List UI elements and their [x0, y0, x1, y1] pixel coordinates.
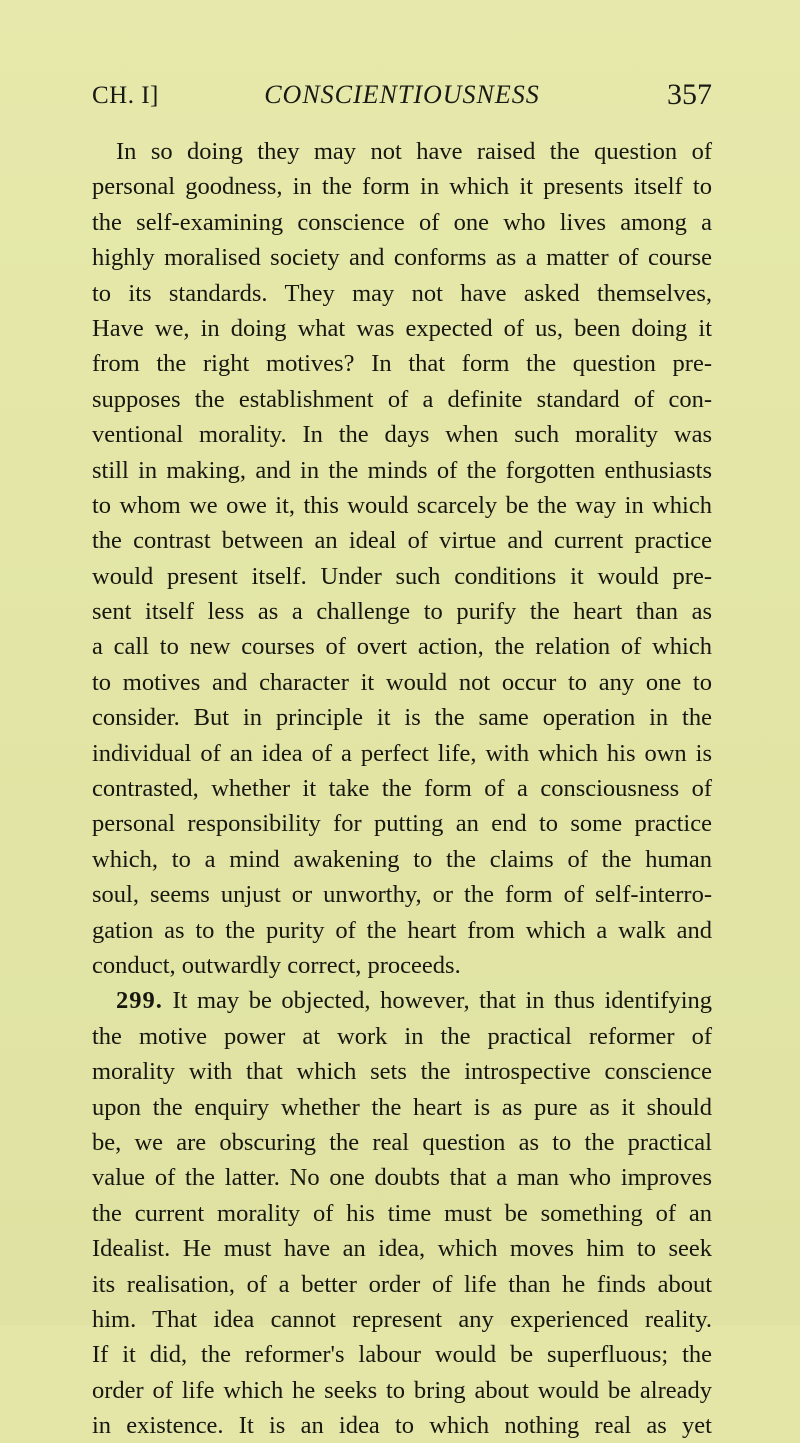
text-line: individual of an idea of a perfect life, with which his own is [92, 739, 712, 767]
text-line: the self-examining conscience of one who lives among a [92, 208, 712, 236]
text-line: a call to new courses of overt action, the relation of which [92, 633, 712, 661]
text-line: would present itself. Under such conditions it would pre- [92, 562, 712, 590]
text-line: morality with that which sets the introspective conscience [92, 1058, 712, 1086]
text-line: in existence. It is an idea to which nothing real as yet [92, 1412, 712, 1440]
text-line: gation as to the purity of the heart from which a walk and [92, 916, 712, 944]
text-line: the current morality of his time must be something of an [92, 1199, 712, 1227]
text-line: to whom we owe it, this would scarcely be the way in which [92, 491, 712, 519]
text-line: Idealist. He must have an idea, which moves him to seek [92, 1235, 712, 1263]
text-line: supposes the establishment of a definite standard of con- [92, 385, 712, 413]
text-line: In so doing they may not have raised the question of [116, 138, 712, 165]
text-line: sent itself less as a challenge to purify the heart than as [92, 598, 712, 626]
section-number: 299. [116, 987, 163, 1015]
text-line: still in making, and in the minds of the forgotten enthusiasts [92, 456, 712, 484]
section-first-line [92, 983, 712, 1018]
text-line: be, we are obscuring the real question as to the practical [92, 1128, 712, 1156]
text-line: order of life which he seeks to bring about would be already [92, 1376, 712, 1404]
text-line: its realisation, of a better order of life than he finds about [92, 1270, 712, 1298]
text-line: upon the enquiry whether the heart is as pure as it should [92, 1093, 712, 1121]
text-line: contrasted, whether it take the form of a consciousness of [92, 775, 712, 803]
page-number: 357 [667, 78, 712, 111]
running-head [92, 78, 712, 118]
text-line: the contrast between an ideal of virtue and current practice [92, 527, 712, 555]
text-line: to its standards. They may not have asked themselves, [92, 279, 712, 307]
text-line: If it did, the reformer's labour would be superfluous; the [92, 1341, 712, 1369]
text-line: him. That idea cannot represent any experienced reality. [92, 1305, 712, 1333]
text-line: value of the latter. No one doubts that a man who improves [92, 1164, 712, 1192]
text-line: personal responsibility for putting an end to some practice [92, 810, 712, 838]
text-line: ventional morality. In the days when such morality was [92, 421, 712, 449]
text-line: which, to a mind awakening to the claims of the human [92, 845, 712, 873]
text-line: highly moralised society and conforms as a matter of course [92, 244, 712, 272]
text-line: personal goodness, in the form in which it presents itself to [92, 173, 712, 201]
body-text [92, 134, 712, 1443]
text-line: conduct, outwardly correct, proceeds. [92, 951, 461, 979]
text-line: Have we, in doing what was expected of us, been doing it [92, 314, 712, 342]
running-title: CONSCIENTIOUSNESS [264, 80, 540, 109]
text-line: soul, seems unjust or unworthy, or the form of self-interro- [92, 881, 712, 909]
text-line: the motive power at work in the practical reformer of [92, 1022, 712, 1050]
chapter-label: CH. I] [92, 82, 159, 109]
text-line: from the right motives? In that form the question pre- [92, 350, 712, 378]
text-line: to motives and character it would not occur to any one to [92, 668, 712, 696]
text-line: consider. But in principle it is the same operation in the [92, 704, 712, 732]
section-first-line-text: It may be objected, however, that in thus identifying [172, 987, 713, 1015]
